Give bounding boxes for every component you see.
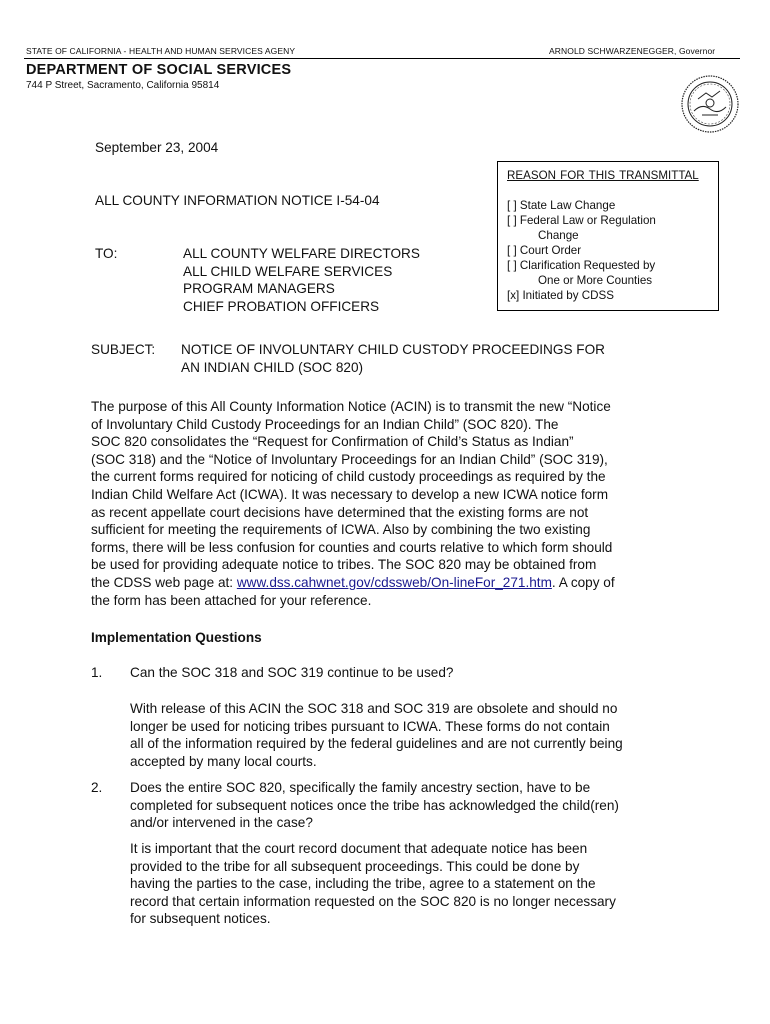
notice-title: ALL COUNTY INFORMATION NOTICE I-54-04: [95, 193, 380, 208]
answer-line: for subsequent notices.: [130, 911, 271, 927]
subject-line: AN INDIAN CHILD (SOC 820): [181, 359, 364, 375]
question-line: Does the entire SOC 820, specifically the family ancestry section, have to be: [130, 780, 591, 795]
answer-line: accepted by many local courts.: [130, 753, 317, 769]
link-prefix: the CDSS web page at:: [91, 574, 237, 590]
intro-line: the form has been attached for your reference.: [91, 592, 372, 608]
implementation-heading: Implementation Questions: [91, 630, 262, 645]
to-line: CHIEF PROBATION OFFICERS: [183, 298, 380, 314]
transmittal-item: Change: [538, 229, 579, 242]
answer-line: With release of this ACIN the SOC 318 and SOC 319 are obsolete and should no: [130, 701, 618, 716]
intro-line: the current forms required for noticing of child custody proceedings as required by the: [91, 469, 606, 485]
intro-line: SOC 820 consolidates the “Request for Confirmation of Child’s Status as Indian”: [91, 434, 574, 450]
subject-line: NOTICE OF INVOLUNTARY CHILD CUSTODY PROCEEDINGS FOR: [181, 342, 605, 357]
to-line: PROGRAM MANAGERS: [183, 281, 335, 297]
intro-line: sufficient for meeting the requirements of ICWA. Also by combining the two existing: [91, 522, 591, 538]
transmittal-item: [ ] Clarification Requested by: [507, 259, 656, 272]
question-line: completed for subsequent notices once the tribe has acknowledged the child(ren): [130, 797, 619, 813]
answer-line: It is important that the court record document that adequate notice has been: [130, 841, 588, 856]
answer-2: [130, 840, 616, 928]
question-2: [130, 779, 619, 832]
answer-line: having the parties to the case, including the tribe, agree to a statement on the: [130, 876, 596, 892]
question-text: Can the SOC 318 and SOC 319 continue to be used?: [130, 665, 454, 680]
question-line: and/or intervened in the case?: [130, 815, 313, 831]
transmittal-item: [ ] State Law Change: [507, 199, 616, 212]
intro-line: (SOC 318) and the “Notice of Involuntary Proceedings for an Indian Child” (SOC 319),: [91, 451, 608, 467]
header-rule: [24, 58, 740, 59]
answer-line: provided to the tribe for all subsequent proceedings. This could be done by: [130, 858, 580, 874]
link-suffix: . A copy of: [551, 574, 615, 590]
department-name: DEPARTMENT OF SOCIAL SERVICES: [26, 62, 292, 78]
to-line: ALL COUNTY WELFARE DIRECTORS: [183, 246, 420, 261]
question-number: 2.: [91, 780, 103, 795]
answer-line: all of the information required by the federal guidelines and are not currently being: [130, 736, 623, 752]
subject-label: SUBJECT:: [91, 342, 156, 357]
intro-line: Indian Child Welfare Act (ICWA). It was necessary to develop a new ICWA notice form: [91, 486, 609, 502]
transmittal-item: [x] Initiated by CDSS: [507, 289, 614, 302]
intro-link-line: [91, 574, 741, 592]
transmittal-item: [ ] Court Order: [507, 244, 582, 257]
answer-1: [130, 700, 623, 770]
subject-text: [181, 341, 605, 376]
intro-paragraph: [91, 398, 741, 609]
transmittal-item: One or More Counties: [538, 274, 653, 287]
intro-line: The purpose of this All County Information Notice (ACIN) is to transmit the new “Notice: [91, 399, 611, 414]
intro-line: as recent appellate court decisions have determined that the existing forms are not: [91, 504, 589, 520]
cdss-web-link[interactable]: www.dss.cahwnet.gov/cdssweb/On-lineFor_271.htm: [236, 574, 552, 590]
state-seal-icon: [680, 73, 740, 135]
transmittal-item: [ ] Federal Law or Regulation: [507, 214, 656, 227]
department-address: 744 P Street, Sacramento, California 95814: [26, 80, 220, 91]
transmittal-title: REASON FOR THIS TRANSMITTAL: [507, 169, 699, 182]
transmittal-box: [497, 161, 719, 311]
to-label: TO:: [95, 246, 118, 261]
answer-line: record that certain information requested on the SOC 820 is no longer necessary: [130, 893, 616, 909]
to-recipients: [183, 245, 420, 315]
agency-name: STATE OF CALIFORNIA - HEALTH AND HUMAN SERVICES AGENY: [26, 46, 296, 56]
intro-line: be used for providing adequate notice to tribes. The SOC 820 may be obtained from: [91, 557, 597, 573]
to-line: ALL CHILD WELFARE SERVICES: [183, 263, 393, 279]
notice-date: September 23, 2004: [95, 140, 219, 155]
answer-line: longer be used for noticing tribes pursuant to ICWA. These forms do not contain: [130, 718, 610, 734]
intro-line: of Involuntary Child Custody Proceedings for an Indian Child” (SOC 820). The: [91, 416, 559, 432]
question-number: 1.: [91, 665, 103, 680]
governor-name: ARNOLD SCHWARZENEGGER, Governor: [549, 46, 716, 56]
intro-line: forms, there will be less confusion for counties and courts relative to which form should: [91, 539, 613, 555]
